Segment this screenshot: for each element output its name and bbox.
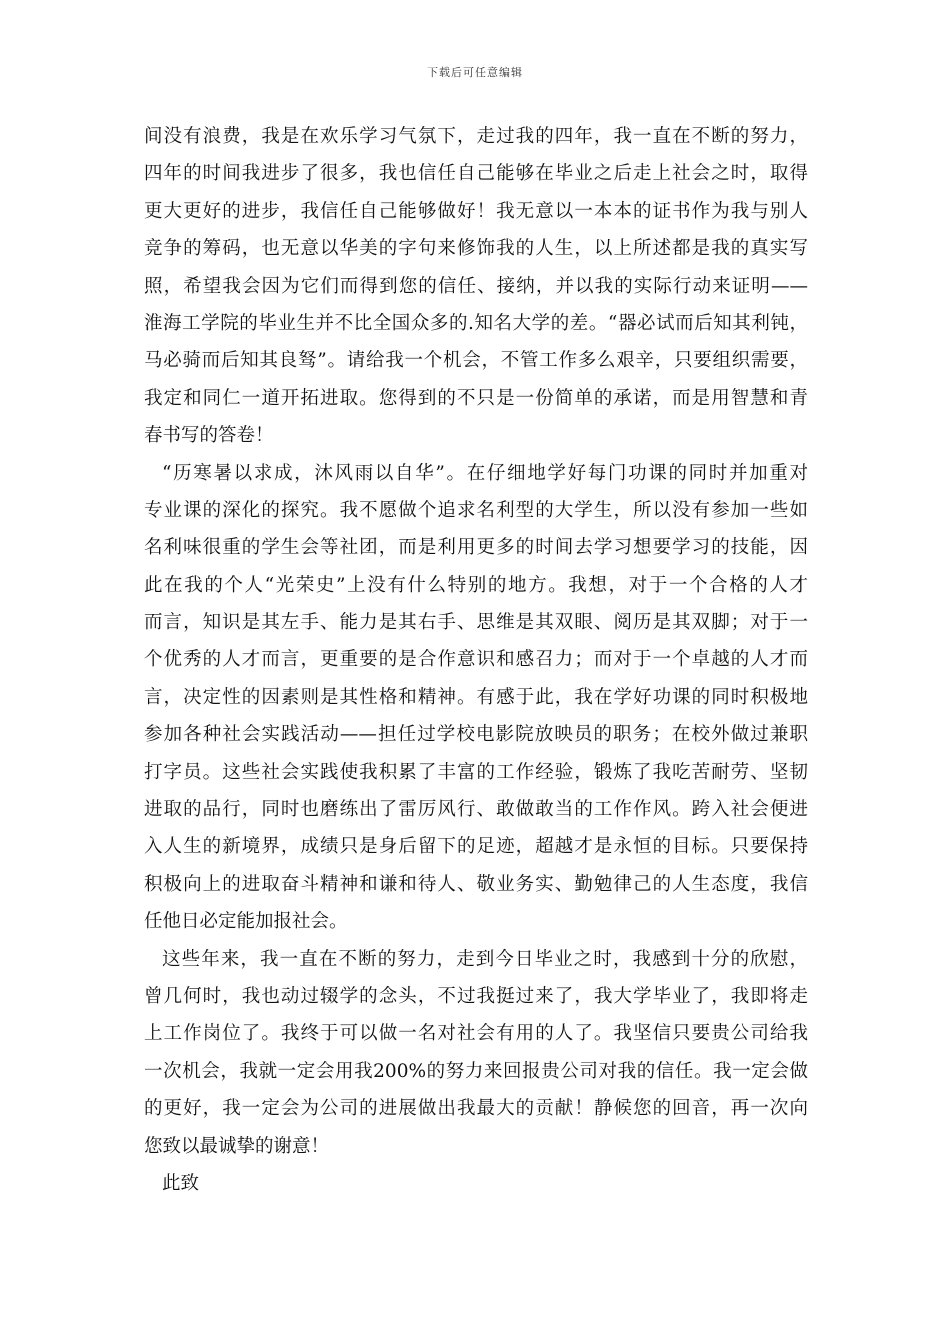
text-line: 打字员。这些社会实践使我积累了丰富的工作经验，锻炼了我吃苦耐劳、坚韧 (144, 761, 808, 783)
text-line: 名利味很重的学生会等社团，而是利用更多的时间去学习想要学习的技能，因 (144, 537, 808, 559)
closing-line: 此致 (162, 1172, 200, 1194)
paragraph (144, 118, 808, 455)
text-line: 照，希望我会因为它们而得到您的信任、接纳，并以我的实际行动来证明—— (144, 275, 808, 297)
text-line: 淮海工学院的毕业生并不比全国众多的.知名大学的差。“器必试而后知其利钝， (144, 312, 808, 334)
text-line: 而言，知识是其左手、能力是其右手、思维是其双眼、阅历是其双脚；对于一 (144, 612, 808, 634)
page-header: 下载后可任意编辑 (427, 66, 523, 79)
text-line: 任他日必定能加报社会。 (144, 911, 348, 933)
text-line: 您致以最诚挚的谢意！ (144, 1135, 330, 1157)
text-line: 曾几何时，我也动过辍学的念头，不过我挺过来了，我大学毕业了，我即将走 (144, 985, 808, 1007)
letter-body (144, 118, 808, 1202)
text-line: 参加各种社会实践活动——担任过学校电影院放映员的职务；在校外做过兼职 (144, 724, 808, 746)
paragraph (144, 1165, 808, 1202)
text-line: 个优秀的人才而言，更重要的是合作意识和感召力；而对于一个卓越的人才而 (144, 649, 808, 671)
text-line: 一次机会，我就一定会用我200%的努力来回报贵公司对我的信任。我一定会做 (144, 1060, 808, 1082)
text-line: 进取的品行，同时也磨练出了雷厉风行、敢做敢当的工作作风。跨入社会便进 (144, 799, 808, 821)
text-line: 四年的时间我进步了很多，我也信任自己能够在毕业之后走上社会之时，取得 (144, 163, 808, 185)
text-line: “历寒暑以求成，沐风雨以自华”。在仔细地学好每门功课的同时并加重对 (162, 462, 808, 484)
text-line: 间没有浪费，我是在欢乐学习气氛下，走过我的四年，我一直在不断的努力， (144, 126, 808, 147)
text-line: 这些年来，我一直在不断的努力，走到今日毕业之时，我感到十分的欣慰， (162, 948, 808, 970)
paragraph (144, 455, 808, 941)
text-line: 此在我的个人“光荣史”上没有什么特别的地方。我想，对于一个合格的人才 (144, 574, 808, 596)
text-line: 上工作岗位了。我终于可以做一名对社会有用的人了。我坚信只要贵公司给我 (144, 1023, 808, 1045)
text-line: 更大更好的进步，我信任自己能够做好！我无意以一本本的证书作为我与别人 (144, 200, 808, 222)
text-line: 马必骑而后知其良驽”。请给我一个机会，不管工作多么艰辛，只要组织需要， (144, 350, 808, 372)
text-line: 言，决定性的因素则是其性格和精神。有感于此，我在学好功课的同时积极地 (144, 686, 808, 708)
text-line: 春书写的答卷！ (144, 425, 274, 447)
text-line: 入人生的新境界，成绩只是身后留下的足迹，超越才是永恒的目标。只要保持 (144, 836, 808, 858)
text-line: 竞争的筹码，也无意以华美的字句来修饰我的人生，以上所述都是我的真实写 (144, 238, 808, 260)
text-line: 我定和同仁一道开拓进取。您得到的不只是一份简单的承诺，而是用智慧和青 (144, 387, 808, 409)
text-line: 的更好，我一定会为公司的进展做出我最大的贡献！静候您的回音，再一次向 (144, 1098, 808, 1120)
paragraph (144, 941, 808, 1165)
text-line: 积极向上的进取奋斗精神和谦和待人、敬业务实、勤勉律己的人生态度，我信 (144, 873, 808, 895)
text-line: 专业课的深化的探究。我不愿做个追求名利型的大学生，所以没有参加一些如 (144, 499, 808, 521)
